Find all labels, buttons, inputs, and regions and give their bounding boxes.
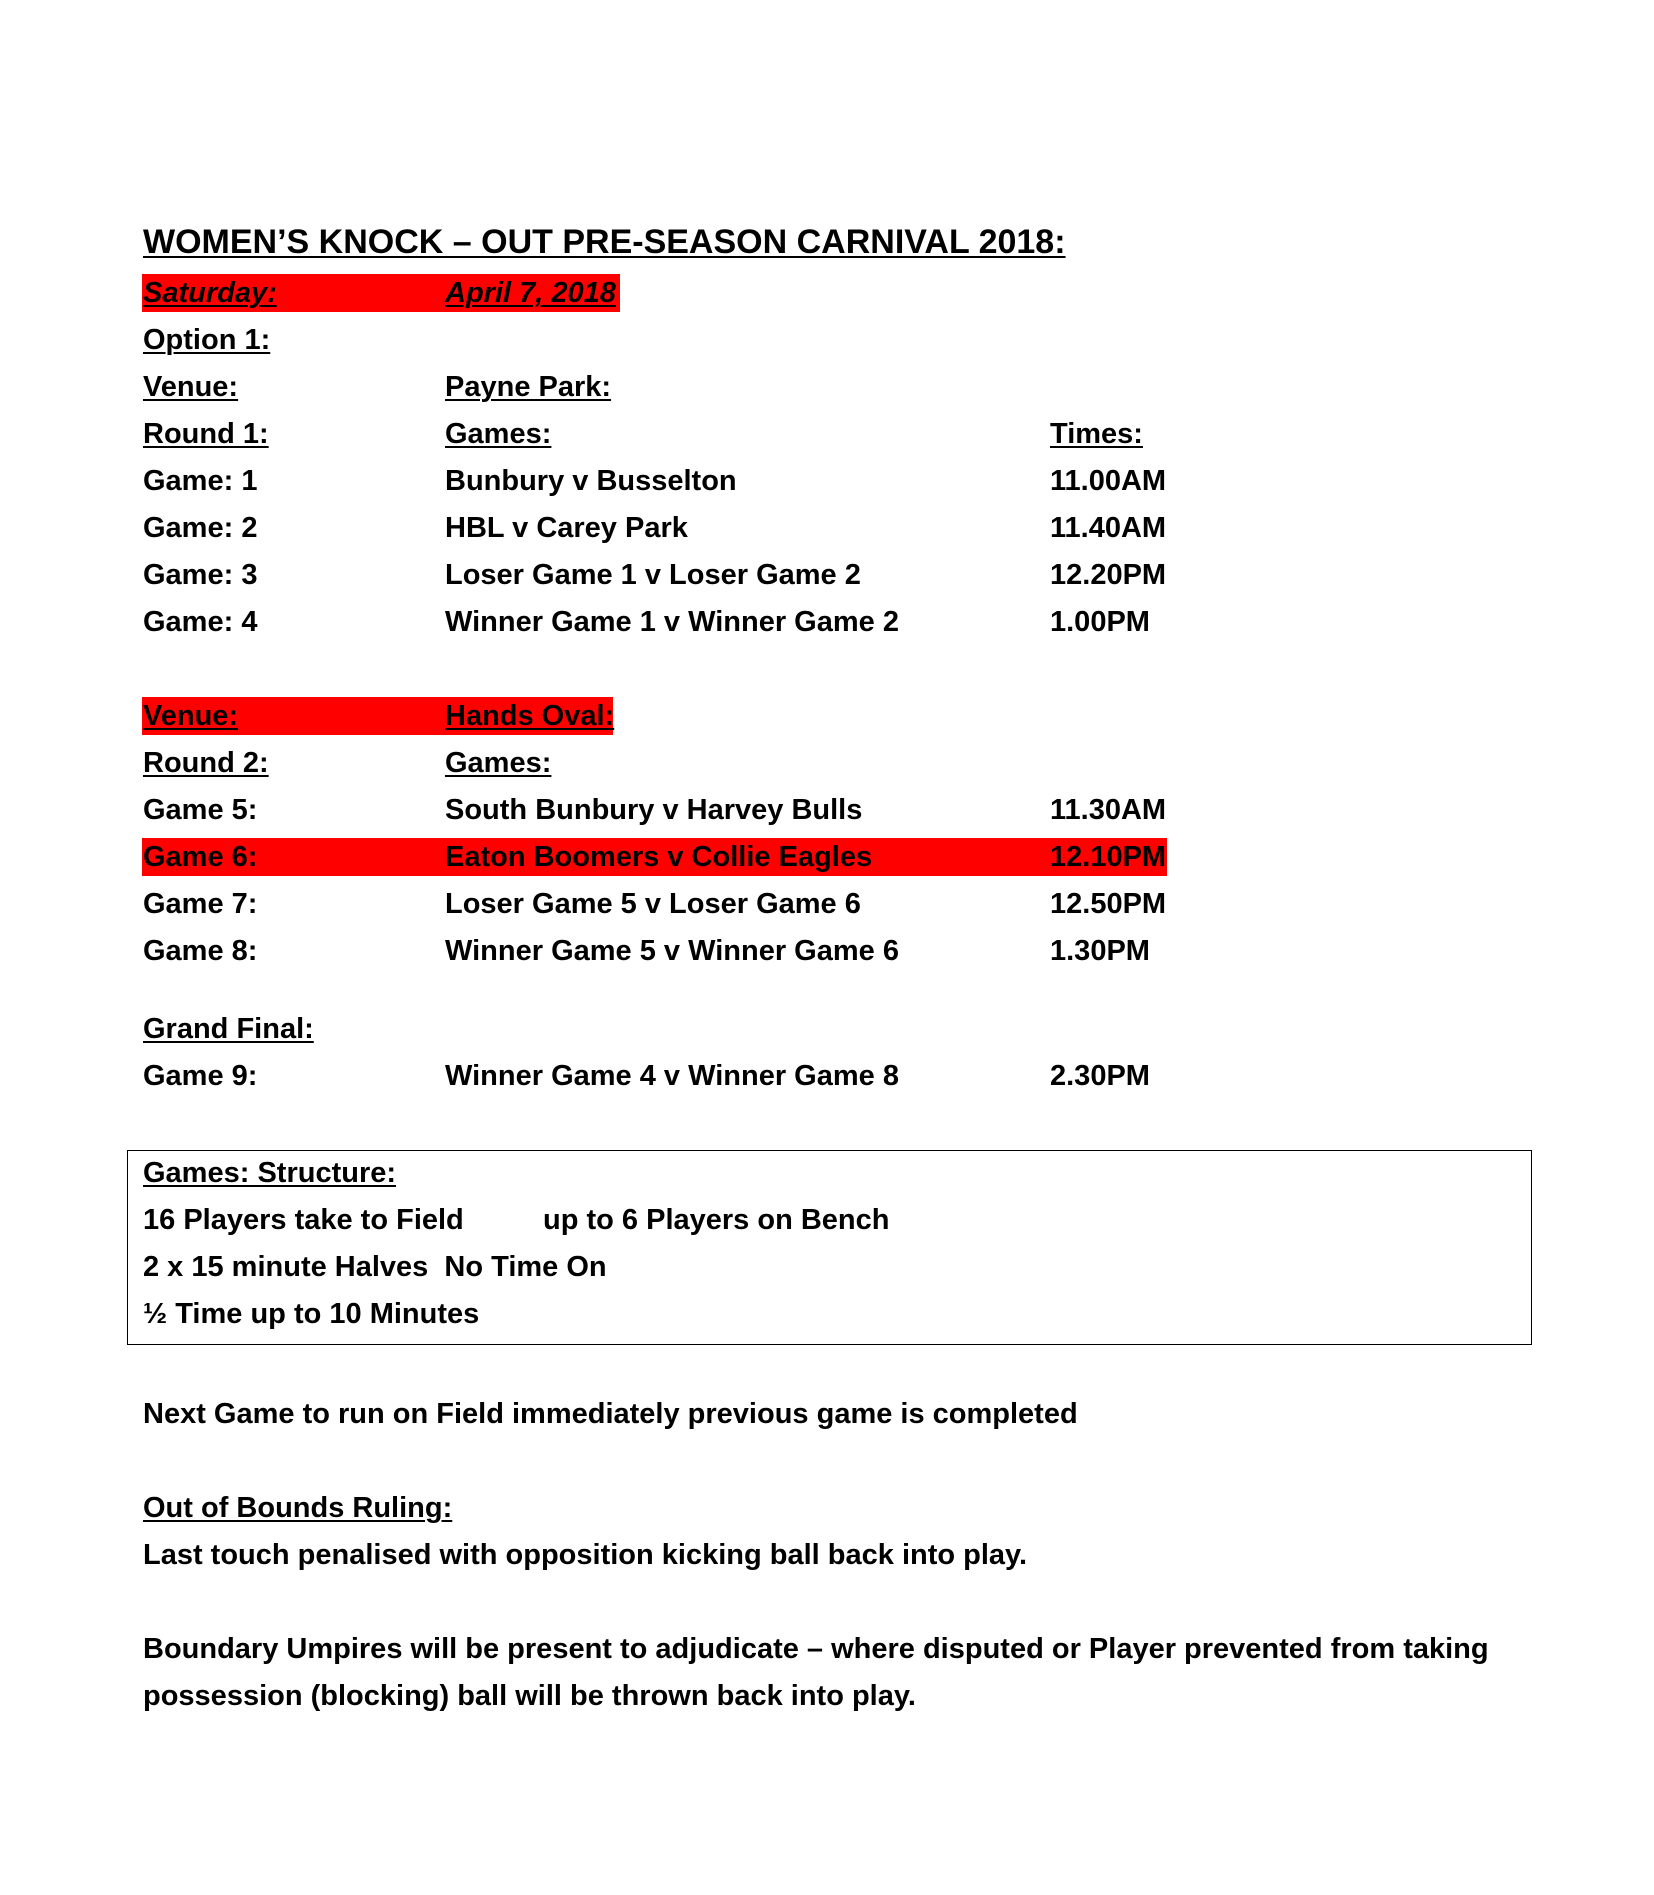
out-of-bounds-heading: Out of Bounds Ruling:: [143, 1492, 453, 1524]
game-number: Game 9:: [143, 1060, 258, 1092]
game-time: 2.30PM: [1050, 1060, 1150, 1092]
game-time: 11.00AM: [1050, 465, 1167, 497]
boundary-umpires-line2: possession (blocking) ball will be thrown back into play.: [143, 1680, 916, 1712]
game-time: 12.50PM: [1050, 888, 1167, 920]
page-title: WOMEN’S KNOCK – OUT PRE-SEASON CARNIVAL 2018:: [143, 223, 1066, 261]
game-time: 11.30AM: [1050, 794, 1167, 826]
venue-name-1: Payne Park:: [445, 371, 612, 403]
game-match: Loser Game 5 v Loser Game 6: [445, 888, 861, 920]
game-number: Game 6:: [143, 841, 258, 873]
game-time: 12.20PM: [1050, 559, 1167, 591]
venue-label-2: Venue:: [143, 700, 239, 732]
times-header: Times:: [1050, 418, 1143, 450]
game-time: 1.30PM: [1050, 935, 1150, 967]
structure-heading: Games: Structure:: [143, 1157, 397, 1189]
date-day-label: Saturday:: [143, 277, 277, 309]
option-label: Option 1:: [143, 324, 271, 356]
game-number: Game: 3: [143, 559, 258, 591]
game-match: Loser Game 1 v Loser Game 2: [445, 559, 861, 591]
round-label-2: Round 2:: [143, 747, 269, 779]
games-header-1: Games:: [445, 418, 552, 450]
out-of-bounds-text: Last touch penalised with opposition kicking ball back into play.: [143, 1539, 1028, 1571]
game-match: South Bunbury v Harvey Bulls: [445, 794, 863, 826]
game-match: Eaton Boomers v Collie Eagles: [445, 841, 873, 873]
game-match: HBL v Carey Park: [445, 512, 688, 544]
structure-halves: 2 x 15 minute Halves No Time On: [143, 1251, 607, 1283]
game-number: Game 7:: [143, 888, 258, 920]
game-time: 12.10PM: [1050, 841, 1167, 873]
grand-final-label: Grand Final:: [143, 1013, 314, 1045]
game-time: 11.40AM: [1050, 512, 1167, 544]
structure-players-bench: up to 6 Players on Bench: [543, 1204, 890, 1236]
round-label-1: Round 1:: [143, 418, 269, 450]
game-match: Bunbury v Busselton: [445, 465, 737, 497]
game-number: Game: 2: [143, 512, 258, 544]
games-header-2: Games:: [445, 747, 552, 779]
game-match: Winner Game 1 v Winner Game 2: [445, 606, 899, 638]
game-time: 1.00PM: [1050, 606, 1150, 638]
structure-half-time: ½ Time up to 10 Minutes: [143, 1298, 480, 1330]
structure-players-field: 16 Players take to Field: [143, 1204, 464, 1236]
game-number: Game: 4: [143, 606, 258, 638]
game-match: Winner Game 5 v Winner Game 6: [445, 935, 899, 967]
boundary-umpires-line1: Boundary Umpires will be present to adjudicate – where disputed or Player prevented from taking: [143, 1633, 1489, 1665]
next-game-note: Next Game to run on Field immediately previous game is completed: [143, 1398, 1078, 1430]
game-match: Winner Game 4 v Winner Game 8: [445, 1060, 899, 1092]
game-number: Game 5:: [143, 794, 258, 826]
date-value: April 7, 2018: [445, 277, 616, 309]
game-number: Game 8:: [143, 935, 258, 967]
game-number: Game: 1: [143, 465, 258, 497]
venue-label-1: Venue:: [143, 371, 239, 403]
venue-name-2: Hands Oval:: [445, 700, 615, 732]
